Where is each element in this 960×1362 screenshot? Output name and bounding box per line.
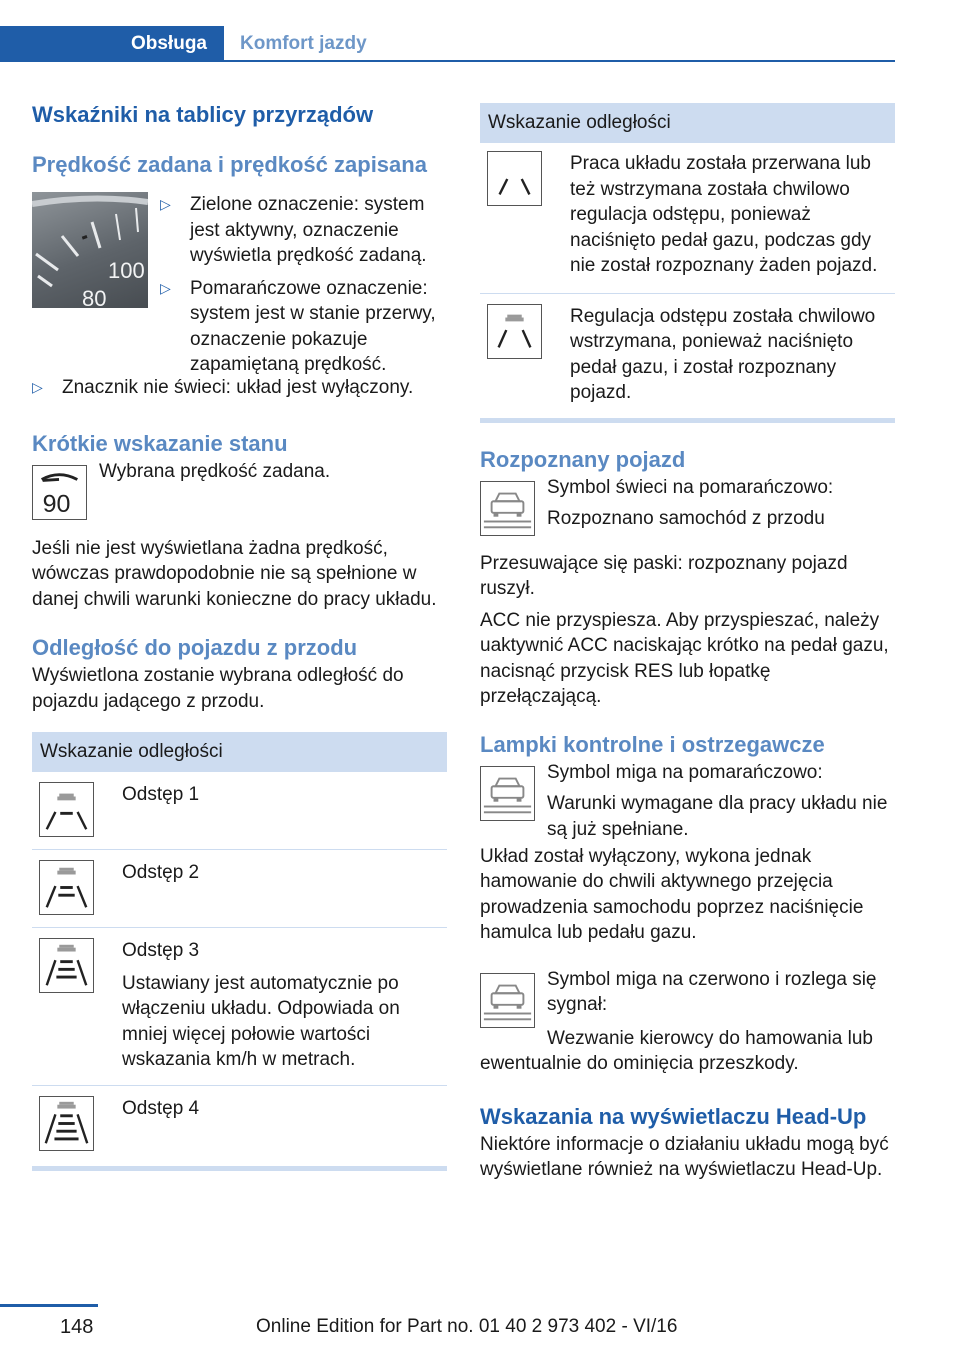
right-column [480, 103, 895, 1183]
status-heading: Krótkie wskazanie stanu [32, 430, 288, 456]
list-item: ▷ Znacznik nie świeci: układ jest wyłączony. [32, 375, 447, 401]
distance-1-icon [39, 782, 94, 837]
lamp2-block: Symbol miga na czerwono i rozlega się sygnał: [480, 967, 895, 1034]
table-header: Wskazanie odległości [480, 103, 895, 143]
section-title: Wskaźniki na tablicy przyrządów [32, 102, 374, 127]
vehicle-heading: Rozpoznany pojazd [480, 446, 686, 472]
triangle-bullet-icon: ▷ [160, 196, 171, 212]
table-row: Odstęp 3 Ustawiany jest automatycznie po włączeniu układu. Odpowiada on mniej więcej połowie wartości wskazania km/h w metrach. [32, 928, 447, 1086]
table-row: Odstęp 2 [32, 850, 447, 928]
list-item: ▷ Zielone oznaczenie: system jest aktywny, oznaczenie wyświetla prędkość zadaną. [160, 192, 447, 269]
lamps-heading: Lampki kontrolne i ostrzegawcze [480, 731, 825, 757]
table-row: Odstęp 4 [32, 1086, 447, 1163]
distance-3-icon [39, 938, 94, 993]
vehicle-paragraph-1: Przesuwające się paski: rozpoznany pojazd ruszył. [480, 552, 848, 599]
distance-2-icon [39, 860, 94, 915]
distance-table-continued [480, 103, 895, 423]
status-block [32, 461, 447, 523]
svg-text:80: 80 [82, 286, 107, 308]
distance-4-icon [39, 1096, 94, 1151]
car-warning-red-icon [480, 973, 535, 1028]
header-divider [224, 60, 895, 62]
table-header: Wskazanie odległości [32, 732, 447, 772]
lamp1-paragraph: Układ został wyłączony, wykona jednak hamowanie do chwili aktywnego przejęcia prowadzenia samochodu poprzez naciśnięcie hamulca lub pedału gazu. [480, 845, 864, 943]
distance-table [32, 732, 447, 1171]
vehicle-block: Symbol świeci na pomarańczowo: Rozpoznano samochód z przodu [480, 475, 895, 542]
lamp1-block: Symbol miga na pomarańczowo: Warunki wymagane dla pracy układu nie są już spełniane. [480, 760, 895, 853]
hud-heading: Wskazania na wyświetlaczu Head-Up [480, 1103, 867, 1129]
set-speed-icon [32, 465, 87, 520]
speed-bullets [160, 192, 447, 378]
table-row: Odstęp 1 [32, 772, 447, 850]
hud-paragraph: Niektóre informacje o działaniu układu mogą być wyświetlane również na wyświetlaczu Head-Up. [480, 1133, 889, 1180]
status-text: Wybrana prędkość zadana. [99, 460, 331, 482]
interrupted-vehicle-icon [487, 304, 542, 359]
speed-block [32, 192, 447, 408]
svg-text:100: 100 [108, 258, 145, 283]
interrupted-no-vehicle-icon [487, 151, 542, 206]
page-number: 148 [60, 1316, 94, 1338]
status-paragraph: Jeśli nie jest wyświetlana żadna prędkość, wówczas prawdopodobnie nie są spełnione w danej chwili warunki konieczne do pracy układu. [32, 537, 437, 610]
left-column [32, 100, 447, 1171]
edition-note: Online Edition for Part no. 01 40 2 973 402 - VI/16 [256, 1316, 678, 1337]
tab-obsluga[interactable]: Obsługa [0, 26, 224, 62]
footer-divider [0, 1304, 98, 1307]
table-row: Praca układu została przerwana lub też wstrzymana została chwilowo regulacja odstępu, ponieważ naciśnięto pedał gazu, podczas gdy nie został rozpoznany żaden pojazd. [480, 143, 895, 294]
speedometer-gauge-icon [32, 192, 148, 308]
triangle-bullet-icon: ▷ [160, 279, 171, 296]
table-end-bar [480, 418, 895, 423]
triangle-bullet-icon: ▷ [32, 379, 43, 395]
speed-heading: Prędkość zadana i prędkość zapisana [32, 152, 427, 177]
table-end-bar [32, 1166, 447, 1171]
vehicle-paragraph-2: ACC nie przyspiesza. Aby przyspieszać, należy uaktywnić ACC naciskając krótko na pedał gazu, nacisnąć przycisk RES lub łopatkę przełączającą. [480, 609, 889, 707]
distance-paragraph: Wyświetlona zostanie wybrana odległość do pojazdu jadącego z przodu. [32, 665, 404, 712]
tab-komfort-jazdy[interactable]: Komfort jazdy [240, 33, 367, 54]
car-ahead-icon [480, 481, 535, 536]
lamp2-paragraph: Wezwanie kierowcy do hamowania lub ewentualnie do ominięcia przeszkody. [480, 1027, 873, 1074]
table-row: Regulacja odstępu została chwilowo wstrzymana, ponieważ naciśnięto pedał gazu, i został rozpoznany pojazd. [480, 294, 895, 416]
speedometer-image [32, 192, 148, 308]
car-warning-orange-icon [480, 766, 535, 821]
page-header [0, 26, 895, 62]
svg-text:90: 90 [42, 489, 71, 518]
distance-heading: Odległość do pojazdu z przodu [32, 635, 358, 660]
list-item: ▷ Pomarańczowe oznaczenie: system jest w stanie przerwy, oznaczenie pokazuje zapamiętaną prędkość. [160, 276, 447, 378]
